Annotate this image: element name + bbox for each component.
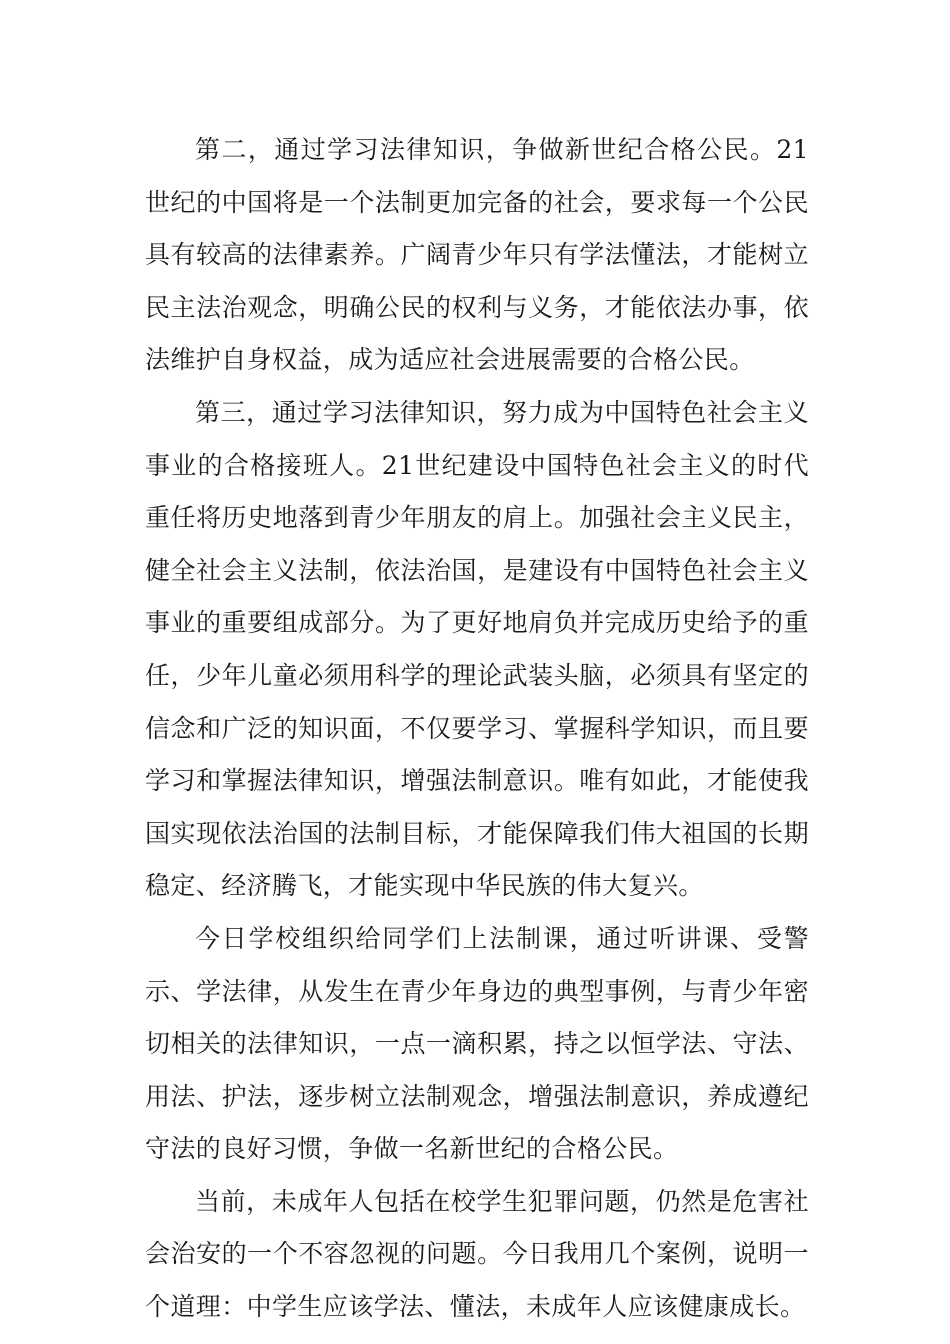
paragraph-third-point: 第三，通过学习法律知识，努力成为中国特色社会主义事业的合格接班人。21世纪建设中国特色社会主义的时代重任将历史地落到青少年朋友的肩上。加强社会主义民主，健全社会主义法制，依法治国，是建设有中国特色社会主义事业的重要组成部分。为了更好地肩负并完成历史给予的重任，少年儿童必须用科学的理论武装头脑，必须具有坚定的信念和广泛的知识面，不仅要学习、掌握科学知识，而且要学习和掌握法律知识，增强法制意识。唯有如此，才能使我国实现依法治国的法制目标，才能保障我们伟大祖国的长期稳定、经济腾飞，才能实现中华民族的伟大复兴。 — [145, 397, 809, 901]
paragraph-school-law-class: 今日学校组织给同学们上法制课，通过听讲课、受警示、学法律，从发生在青少年身边的典型事例，与青少年密切相关的法律知识，一点一滴积累，持之以恒学法、守法、用法、护法，逐步树立法制观念，增强法制意识，养成遵纪守法的良好习惯，争做一名新世纪的合格公民。 — [145, 923, 809, 1164]
paragraph-juvenile-crime: 当前，未成年人包括在校学生犯罪问题，仍然是危害社会治安的一个不容忽视的问题。今日我用几个案例，说明一个道理：中学生应该学法、懂法，未成年人应该健康成长。 — [145, 1186, 809, 1322]
paragraph-second-point: 第二，通过学习法律知识，争做新世纪合格公民。21世纪的中国将是一个法制更加完备的社会，要求每一个公民具有较高的法律素养。广阔青少年只有学法懂法，才能树立民主法治观念，明确公民的权利与义务，才能依法办事，依法维护自身权益，成为适应社会进展需要的合格公民。 — [145, 135, 809, 375]
document-body — [145, 124, 809, 1334]
